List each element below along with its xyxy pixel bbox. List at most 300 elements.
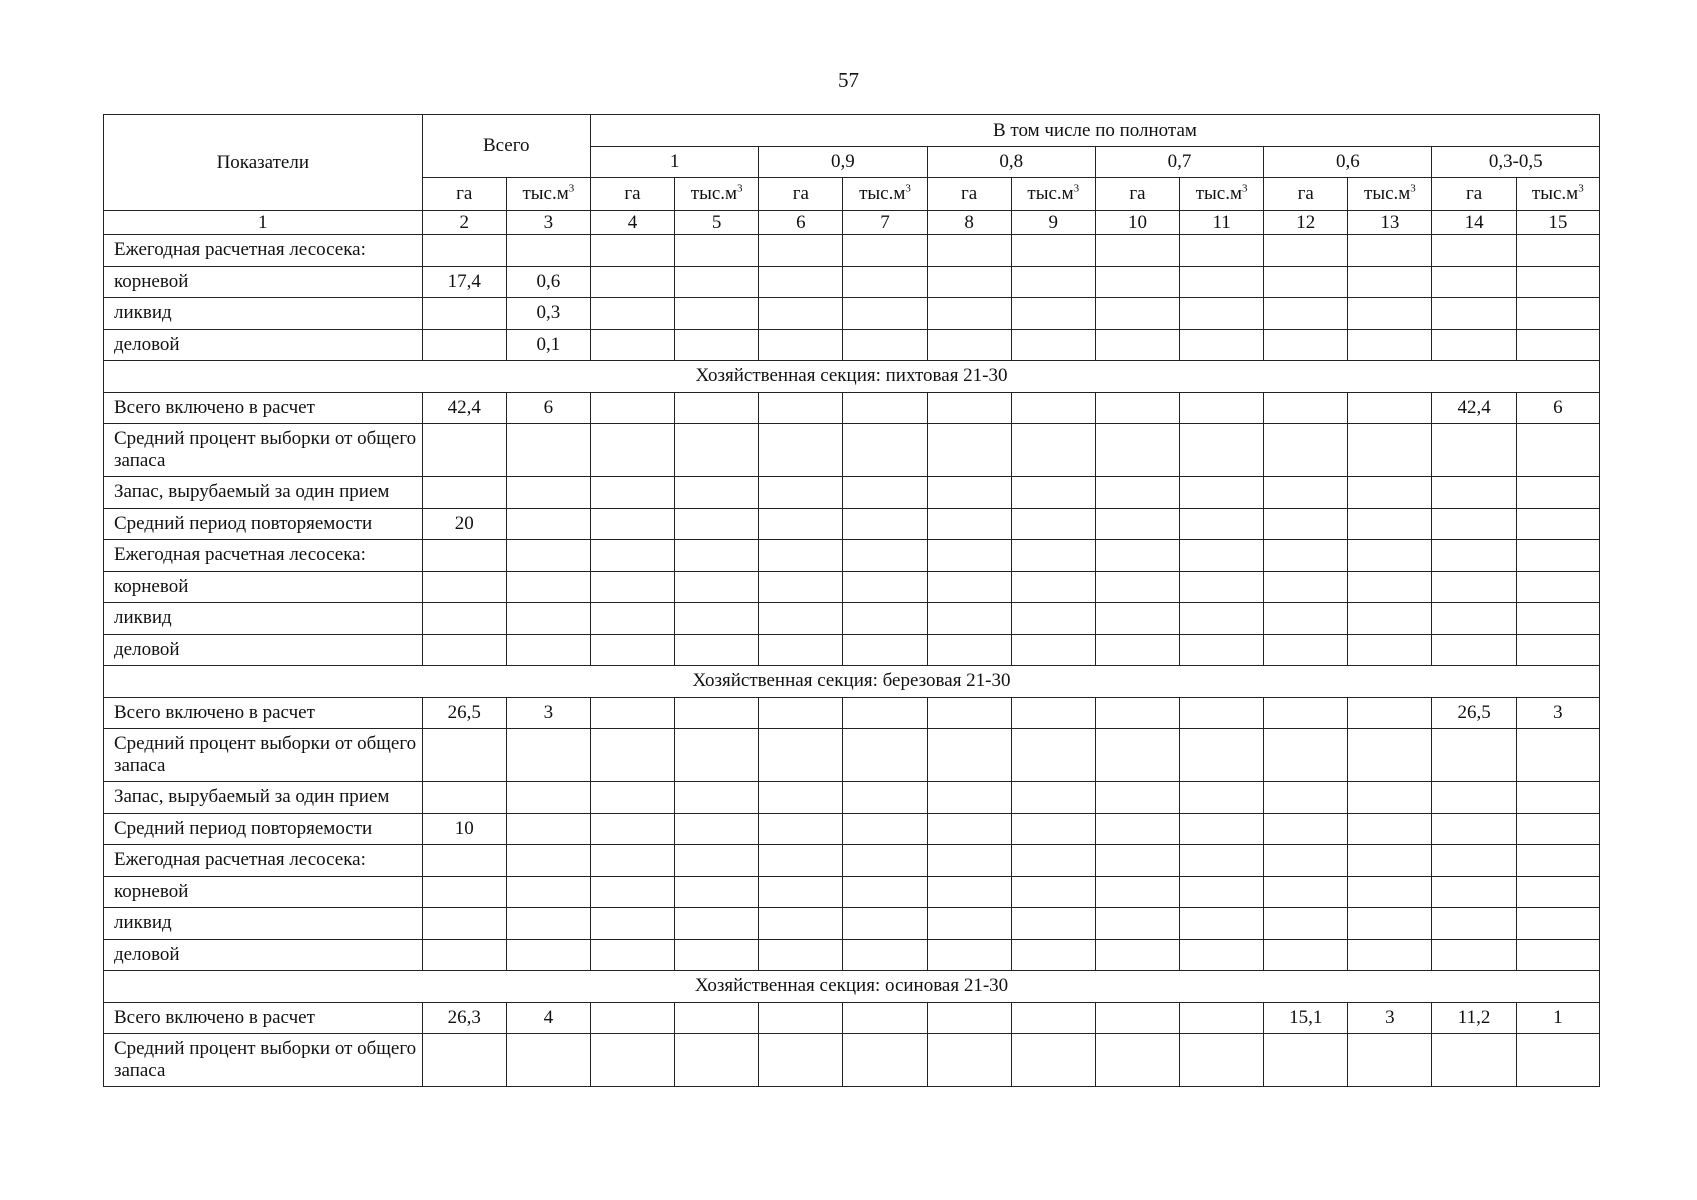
- table-cell: [1011, 603, 1095, 635]
- table-cell: [506, 876, 590, 908]
- table-cell: [1095, 603, 1179, 635]
- table-row: [104, 329, 1600, 361]
- table-cell: [1348, 571, 1432, 603]
- table-cell: 26,3: [422, 1002, 506, 1034]
- table-cell: [1516, 424, 1599, 477]
- table-cell: [843, 540, 927, 572]
- table-cell: [927, 603, 1011, 635]
- table-cell: [1348, 876, 1432, 908]
- table-cell: [675, 235, 759, 267]
- table-cell: [1348, 939, 1432, 971]
- table-cell: [506, 729, 590, 782]
- header-by-density: В том числе по полнотам: [590, 115, 1599, 147]
- table-cell: [1264, 603, 1348, 635]
- row-label: ликвид: [104, 603, 423, 635]
- table-cell: [1516, 813, 1599, 845]
- table-cell: [759, 634, 843, 666]
- table-cell: [1011, 1034, 1095, 1087]
- column-number: 5: [675, 211, 759, 235]
- section-row: [104, 361, 1600, 393]
- table-cell: [1348, 908, 1432, 940]
- table-cell: [1264, 634, 1348, 666]
- table-cell: [927, 813, 1011, 845]
- row-label: корневой: [104, 571, 423, 603]
- table-cell: 42,4: [1432, 392, 1516, 424]
- cutting-area-table: [103, 114, 1600, 1087]
- row-label: Всего включено в расчет: [104, 697, 423, 729]
- table-cell: [759, 603, 843, 635]
- table-row: [104, 424, 1600, 477]
- table-cell: [1348, 266, 1432, 298]
- table-cell: [1348, 1034, 1432, 1087]
- row-label: ликвид: [104, 908, 423, 940]
- table-cell: 4: [506, 1002, 590, 1034]
- table-row: [104, 845, 1600, 877]
- table-cell: [843, 235, 927, 267]
- table-cell: [1432, 634, 1516, 666]
- table-cell: [1095, 571, 1179, 603]
- table-cell: [1180, 813, 1264, 845]
- table-row: [104, 1002, 1600, 1034]
- table-cell: [422, 1034, 506, 1087]
- row-label: Средний процент выборки от общего запаса: [104, 1034, 423, 1087]
- table-cell: [1180, 392, 1264, 424]
- table-cell: [1264, 540, 1348, 572]
- table-cell: [1516, 298, 1599, 330]
- table-cell: [1516, 939, 1599, 971]
- table-cell: [927, 298, 1011, 330]
- table-cell: [927, 729, 1011, 782]
- table-cell: 3: [1516, 697, 1599, 729]
- table-cell: [1516, 782, 1599, 814]
- table-cell: [506, 1034, 590, 1087]
- table-cell: [1264, 939, 1348, 971]
- table-cell: [1011, 392, 1095, 424]
- table-cell: [1095, 813, 1179, 845]
- table-cell: [1348, 235, 1432, 267]
- table-cell: [590, 424, 674, 477]
- table-row: [104, 266, 1600, 298]
- table-cell: [1432, 571, 1516, 603]
- table-cell: [843, 939, 927, 971]
- table-cell: [1095, 392, 1179, 424]
- table-cell: [843, 697, 927, 729]
- table-cell: [843, 782, 927, 814]
- unit-ha: га: [1264, 178, 1348, 211]
- table-cell: 42,4: [422, 392, 506, 424]
- column-number: 14: [1432, 211, 1516, 235]
- table-cell: [422, 540, 506, 572]
- table-row: [104, 298, 1600, 330]
- table-cell: [927, 1034, 1011, 1087]
- table-cell: [1011, 782, 1095, 814]
- table-cell: [590, 477, 674, 509]
- table-cell: [1432, 813, 1516, 845]
- table-cell: [843, 603, 927, 635]
- section-row: [104, 666, 1600, 698]
- table-cell: [590, 508, 674, 540]
- table-cell: [590, 1034, 674, 1087]
- table-cell: [590, 329, 674, 361]
- table-cell: [1264, 266, 1348, 298]
- table-cell: [1095, 235, 1179, 267]
- header-indicators: Показатели: [104, 115, 423, 211]
- table-row: [104, 235, 1600, 267]
- table-cell: [1348, 697, 1432, 729]
- table-cell: [506, 603, 590, 635]
- table-cell: [1432, 298, 1516, 330]
- table-cell: [927, 571, 1011, 603]
- table-cell: [759, 266, 843, 298]
- table-cell: [1180, 424, 1264, 477]
- table-cell: [590, 813, 674, 845]
- table-cell: [675, 845, 759, 877]
- table-cell: [1516, 729, 1599, 782]
- table-cell: [1095, 876, 1179, 908]
- section-row: [104, 971, 1600, 1003]
- table-cell: [759, 1034, 843, 1087]
- table-cell: [759, 1002, 843, 1034]
- table-cell: [1011, 813, 1095, 845]
- unit-volume: $тыс.м^3$: [506, 178, 590, 211]
- table-cell: [422, 908, 506, 940]
- table-cell: [675, 540, 759, 572]
- table-cell: [422, 876, 506, 908]
- table-cell: [1432, 477, 1516, 509]
- table-cell: [1180, 845, 1264, 877]
- column-number: 3: [506, 211, 590, 235]
- table-cell: [1095, 939, 1179, 971]
- table-cell: [1011, 908, 1095, 940]
- table-cell: [1095, 298, 1179, 330]
- table-cell: [1432, 508, 1516, 540]
- table-cell: [1516, 508, 1599, 540]
- density-header: 1: [590, 147, 758, 178]
- table-cell: [927, 329, 1011, 361]
- table-cell: 20: [422, 508, 506, 540]
- table-cell: [1348, 477, 1432, 509]
- row-label: корневой: [104, 266, 423, 298]
- table-cell: 1: [1516, 1002, 1599, 1034]
- table-cell: [1011, 477, 1095, 509]
- table-cell: [927, 939, 1011, 971]
- table-cell: [590, 266, 674, 298]
- table-header: [104, 115, 1600, 235]
- row-label: Средний процент выборки от общего запаса: [104, 424, 423, 477]
- table-cell: [675, 392, 759, 424]
- table-cell: [1011, 508, 1095, 540]
- section-title: Хозяйственная секция: березовая 21-30: [104, 666, 1600, 698]
- column-number: 7: [843, 211, 927, 235]
- table-row: [104, 939, 1600, 971]
- table-cell: [1264, 235, 1348, 267]
- table-cell: [590, 697, 674, 729]
- table-cell: [1516, 1034, 1599, 1087]
- table-row: [104, 1034, 1600, 1087]
- row-label: Ежегодная расчетная лесосека:: [104, 235, 423, 267]
- row-label: Всего включено в расчет: [104, 392, 423, 424]
- table-cell: [506, 424, 590, 477]
- table-cell: [759, 697, 843, 729]
- table-cell: [1011, 266, 1095, 298]
- table-cell: [675, 571, 759, 603]
- table-cell: [1095, 845, 1179, 877]
- table-cell: [1011, 298, 1095, 330]
- table-cell: [1011, 571, 1095, 603]
- table-cell: [506, 571, 590, 603]
- table-cell: [1516, 634, 1599, 666]
- row-label: ликвид: [104, 298, 423, 330]
- table-cell: [675, 729, 759, 782]
- table-cell: [1348, 540, 1432, 572]
- table-cell: [675, 477, 759, 509]
- unit-volume: $тыс.м^3$: [1180, 178, 1264, 211]
- page-number: 57: [838, 68, 859, 92]
- table-cell: [843, 571, 927, 603]
- table-cell: [1180, 235, 1264, 267]
- table-row: [104, 540, 1600, 572]
- table-cell: [843, 876, 927, 908]
- table-cell: 17,4: [422, 266, 506, 298]
- table-cell: [1011, 939, 1095, 971]
- unit-ha: га: [927, 178, 1011, 211]
- table-cell: [1264, 329, 1348, 361]
- table-cell: [1095, 1002, 1179, 1034]
- table-cell: [927, 876, 1011, 908]
- table-cell: [1516, 329, 1599, 361]
- table-cell: [843, 813, 927, 845]
- table-cell: [759, 508, 843, 540]
- table-cell: [1180, 540, 1264, 572]
- density-header: 0,6: [1264, 147, 1432, 178]
- table-cell: [927, 392, 1011, 424]
- table-cell: [927, 1002, 1011, 1034]
- table-cell: [1264, 697, 1348, 729]
- table-cell: [1180, 266, 1264, 298]
- row-label: Средний период повторяемости: [104, 508, 423, 540]
- table-cell: [927, 235, 1011, 267]
- table-cell: [422, 939, 506, 971]
- table-cell: [843, 908, 927, 940]
- column-number: 8: [927, 211, 1011, 235]
- table-cell: [843, 845, 927, 877]
- column-number: 12: [1264, 211, 1348, 235]
- column-number: 15: [1516, 211, 1599, 235]
- table-cell: [1432, 729, 1516, 782]
- table-cell: [1095, 697, 1179, 729]
- table-cell: [675, 1034, 759, 1087]
- table-cell: [1516, 908, 1599, 940]
- table-row: [104, 634, 1600, 666]
- table-cell: [1264, 729, 1348, 782]
- row-label: Запас, вырубаемый за один прием: [104, 477, 423, 509]
- section-title: Хозяйственная секция: осиновая 21-30: [104, 971, 1600, 1003]
- unit-ha: га: [759, 178, 843, 211]
- table-cell: [927, 908, 1011, 940]
- table-cell: [1180, 782, 1264, 814]
- table-cell: [1348, 424, 1432, 477]
- table-cell: [1011, 235, 1095, 267]
- table-cell: [1264, 876, 1348, 908]
- header-total: Всего: [422, 115, 590, 178]
- table-cell: [1180, 1002, 1264, 1034]
- table-row: [104, 813, 1600, 845]
- column-number: 1: [104, 211, 423, 235]
- table-row: [104, 392, 1600, 424]
- unit-volume: $тыс.м^3$: [675, 178, 759, 211]
- table-cell: [759, 477, 843, 509]
- table-cell: [675, 298, 759, 330]
- table-cell: 26,5: [1432, 697, 1516, 729]
- table-cell: [759, 908, 843, 940]
- table-cell: [1011, 424, 1095, 477]
- table-cell: [590, 729, 674, 782]
- table-cell: [759, 729, 843, 782]
- table-row: [104, 508, 1600, 540]
- table-cell: [1432, 540, 1516, 572]
- table-cell: [1180, 1034, 1264, 1087]
- row-label: деловой: [104, 939, 423, 971]
- table-cell: [422, 634, 506, 666]
- table-cell: [1264, 571, 1348, 603]
- table-cell: [675, 266, 759, 298]
- unit-volume: $тыс.м^3$: [1516, 178, 1599, 211]
- table-cell: [1516, 571, 1599, 603]
- table-cell: [675, 603, 759, 635]
- table-cell: [1264, 477, 1348, 509]
- table-cell: [1516, 266, 1599, 298]
- table-cell: [1095, 424, 1179, 477]
- row-label: деловой: [104, 329, 423, 361]
- density-header: 0,3-0,5: [1432, 147, 1600, 178]
- row-label: Запас, вырубаемый за один прием: [104, 782, 423, 814]
- table-cell: [1180, 876, 1264, 908]
- table-cell: 0,6: [506, 266, 590, 298]
- table-cell: [1095, 508, 1179, 540]
- table-cell: [1432, 908, 1516, 940]
- table-cell: [1348, 729, 1432, 782]
- table-cell: 11,2: [1432, 1002, 1516, 1034]
- table-cell: [675, 782, 759, 814]
- table-cell: [1011, 1002, 1095, 1034]
- table-row: [104, 729, 1600, 782]
- table-cell: [759, 329, 843, 361]
- table-cell: [1516, 876, 1599, 908]
- table-cell: [1348, 603, 1432, 635]
- table-cell: [590, 235, 674, 267]
- table-cell: [1264, 782, 1348, 814]
- table-cell: [927, 477, 1011, 509]
- table-cell: [759, 235, 843, 267]
- table-cell: [927, 424, 1011, 477]
- table-cell: [759, 392, 843, 424]
- table-cell: [590, 782, 674, 814]
- table-cell: [422, 424, 506, 477]
- table-cell: [843, 392, 927, 424]
- table-cell: [1180, 939, 1264, 971]
- row-label: деловой: [104, 634, 423, 666]
- table-cell: [1264, 298, 1348, 330]
- table-cell: [1095, 908, 1179, 940]
- table-cell: [1095, 782, 1179, 814]
- table-row: [104, 908, 1600, 940]
- table-cell: [843, 424, 927, 477]
- table-cell: [759, 571, 843, 603]
- table-cell: [1264, 392, 1348, 424]
- table-cell: [506, 782, 590, 814]
- column-number: 10: [1095, 211, 1179, 235]
- table-row: [104, 697, 1600, 729]
- table-cell: [506, 908, 590, 940]
- table-cell: [422, 782, 506, 814]
- row-label: корневой: [104, 876, 423, 908]
- table-cell: [590, 876, 674, 908]
- row-label: Ежегодная расчетная лесосека:: [104, 845, 423, 877]
- table-cell: [675, 876, 759, 908]
- table-cell: [675, 329, 759, 361]
- table-cell: [675, 1002, 759, 1034]
- table-cell: [1011, 845, 1095, 877]
- unit-volume: $тыс.м^3$: [843, 178, 927, 211]
- table-cell: [927, 508, 1011, 540]
- table-cell: [1516, 540, 1599, 572]
- row-label: Ежегодная расчетная лесосека:: [104, 540, 423, 572]
- table-cell: [1432, 782, 1516, 814]
- table-cell: [759, 813, 843, 845]
- table-cell: [1095, 729, 1179, 782]
- table-cell: 0,3: [506, 298, 590, 330]
- table-cell: [590, 845, 674, 877]
- unit-ha: га: [590, 178, 674, 211]
- table-cell: [590, 298, 674, 330]
- table-cell: [1095, 266, 1179, 298]
- row-label: Средний период повторяемости: [104, 813, 423, 845]
- table-cell: [1011, 876, 1095, 908]
- table-cell: [1095, 329, 1179, 361]
- table-cell: [422, 571, 506, 603]
- table-cell: [1348, 508, 1432, 540]
- table-cell: [843, 1034, 927, 1087]
- table-cell: [927, 634, 1011, 666]
- table-cell: [759, 424, 843, 477]
- table-cell: [590, 634, 674, 666]
- table-cell: 3: [1348, 1002, 1432, 1034]
- table-cell: [1180, 329, 1264, 361]
- table-cell: [843, 508, 927, 540]
- table-cell: 15,1: [1264, 1002, 1348, 1034]
- table-cell: [422, 729, 506, 782]
- table-cell: [1432, 424, 1516, 477]
- table-cell: [1180, 298, 1264, 330]
- table-cell: [759, 939, 843, 971]
- table-cell: [1432, 603, 1516, 635]
- table-cell: [1180, 477, 1264, 509]
- table-cell: [590, 1002, 674, 1034]
- column-number: 9: [1011, 211, 1095, 235]
- column-number: 2: [422, 211, 506, 235]
- table-cell: 6: [1516, 392, 1599, 424]
- table-cell: [1011, 634, 1095, 666]
- table-cell: [506, 939, 590, 971]
- table-row: [104, 782, 1600, 814]
- table-cell: [1180, 634, 1264, 666]
- table-cell: [1095, 540, 1179, 572]
- column-number: 11: [1180, 211, 1264, 235]
- table-cell: [1011, 540, 1095, 572]
- table-cell: [1432, 876, 1516, 908]
- table-cell: [506, 235, 590, 267]
- table-row: [104, 477, 1600, 509]
